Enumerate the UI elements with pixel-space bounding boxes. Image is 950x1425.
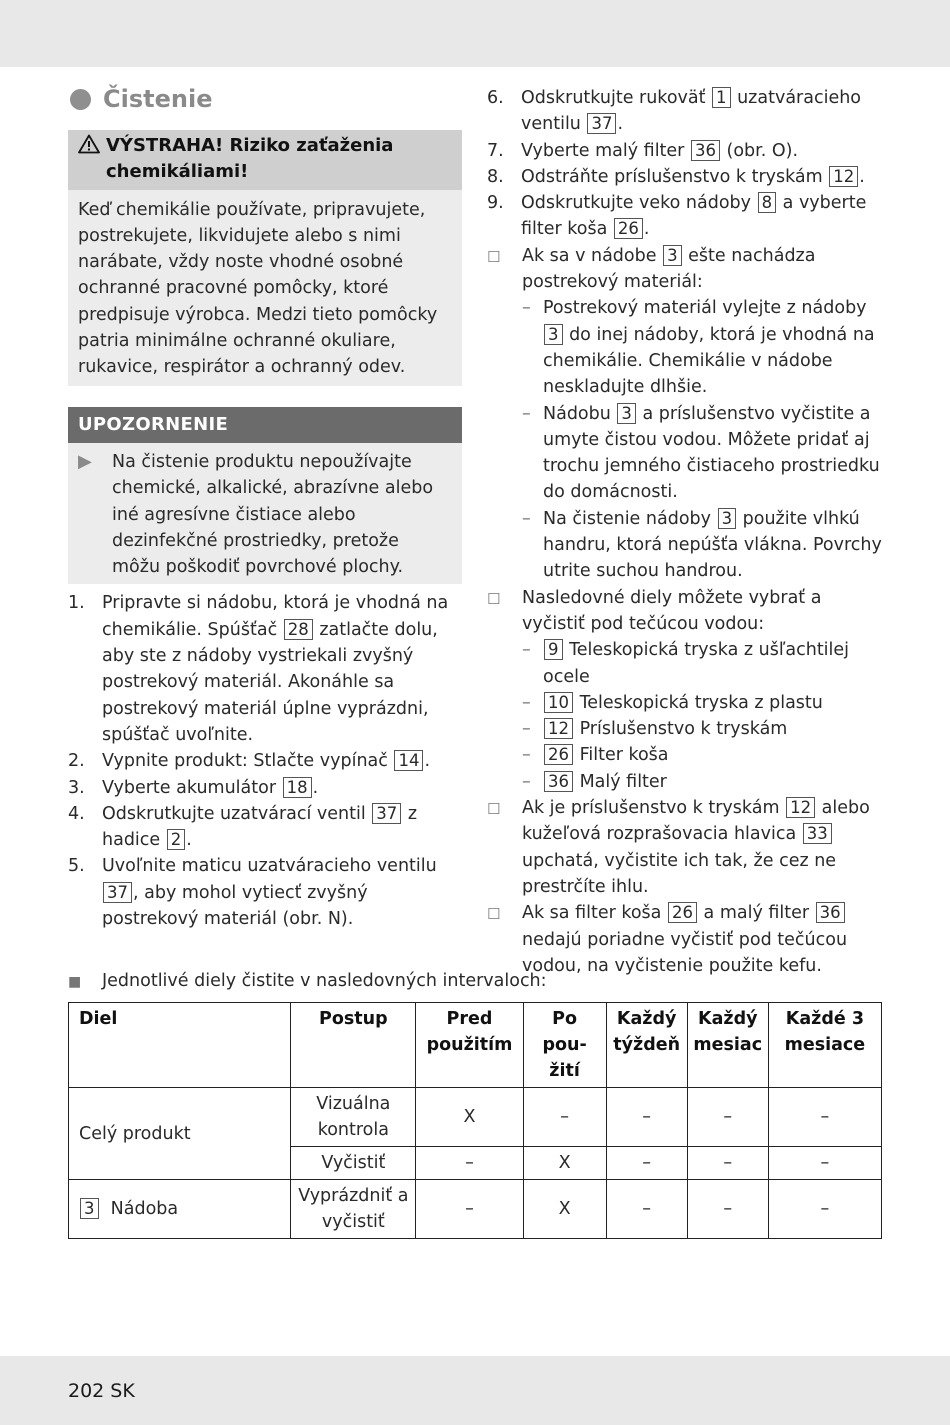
step-number: 1. bbox=[68, 593, 85, 614]
header-po-pouziti: Po pou- žití bbox=[523, 1003, 606, 1088]
part-number-box: 12 bbox=[786, 797, 815, 818]
table-header-row bbox=[69, 1003, 882, 1088]
part-number-box: 3 bbox=[80, 1198, 99, 1219]
table-cell: – bbox=[606, 1088, 687, 1147]
checklist-container-in-tank bbox=[487, 243, 887, 585]
dash-icon: – bbox=[522, 771, 531, 792]
checklist-item bbox=[487, 585, 887, 638]
section-title: Čistenie bbox=[103, 84, 213, 113]
table-cell: – bbox=[416, 1147, 523, 1180]
dash-icon: – bbox=[522, 745, 531, 766]
step-text: Vyberte akumulátor 18 . bbox=[102, 777, 319, 798]
table-cell: – bbox=[523, 1088, 606, 1147]
step-number: 2. bbox=[68, 751, 85, 772]
checklist-item bbox=[487, 243, 887, 296]
part-number-box: 3 bbox=[617, 403, 636, 424]
warning-text: Keď chemikálie používate, pripravujete, postrekujete, likvidujete alebo s nimi narábate, vždy noste vhodné osobné ochranné pracovné pomôcky, ktoré predpisuje výrobca. Medzi tieto pomôcky patria minimálne ochranné okuliare, rukavice, respirátor a ochranný odev. bbox=[68, 190, 462, 386]
list-item bbox=[68, 801, 462, 854]
steps-list-right bbox=[487, 85, 887, 243]
part-number-box: 8 bbox=[758, 192, 777, 213]
part-number-box: 10 bbox=[544, 692, 573, 713]
part-number-box: 37 bbox=[587, 113, 616, 134]
part-number-box: 36 bbox=[816, 902, 845, 923]
table-cell: – bbox=[606, 1147, 687, 1180]
checklist-text: Ak sa filter koša 26 a malý filter 36 nedajú poriadne vyčistiť pod tečúcou vodou, na vyčistenie použite kefu. bbox=[522, 903, 848, 976]
warning-triangle-icon bbox=[78, 133, 106, 186]
checklist-filter-brush bbox=[487, 900, 887, 979]
step-text: Odskrutkujte uzatvárací ventil 37 z hadice 2 . bbox=[102, 803, 418, 851]
cell-diel-cely-produkt: Celý produkt bbox=[69, 1088, 291, 1180]
step-text: Uvoľnite maticu uzatváracieho ventilu 37 , aby mohol vytiecť zvyšný postrekový materiál (obr. N). bbox=[102, 856, 437, 930]
step-number: 5. bbox=[68, 856, 85, 877]
part-number-box: 3 bbox=[663, 245, 682, 266]
table-cell: X bbox=[523, 1147, 606, 1180]
checkbox-square-icon: ☐ bbox=[487, 589, 501, 608]
cell-postup-vycistit: Vyčistiť bbox=[291, 1147, 416, 1180]
header-kazde-3-mesiace: Každé 3 mesiace bbox=[768, 1003, 881, 1088]
dash-item-text: 26 Filter koša bbox=[543, 742, 669, 768]
list-item bbox=[487, 190, 887, 243]
table-cell: – bbox=[687, 1088, 768, 1147]
table-cell: X bbox=[416, 1088, 523, 1147]
part-number-box: 1 bbox=[712, 87, 731, 108]
cell-diel-nadoba: 3 Nádoba bbox=[69, 1180, 291, 1239]
table-cell: – bbox=[768, 1147, 881, 1180]
list-item bbox=[68, 590, 462, 748]
left-column bbox=[68, 82, 462, 932]
part-number-box: 14 bbox=[394, 750, 423, 771]
part-number-box: 12 bbox=[829, 166, 858, 187]
dash-item-text: Nádobu 3 a príslušenstvo vyčistite a umyte čistou vodou. Môžete pridať aj trochu jemného čistiaceho prostriedku do domácnosti. bbox=[543, 403, 880, 503]
warning-header bbox=[68, 130, 462, 190]
step-text: Odstráňte príslušenstvo k tryskám 12 . bbox=[521, 166, 865, 187]
part-number-box: 3 bbox=[544, 324, 563, 345]
step-number: 3. bbox=[68, 777, 85, 798]
top-bar bbox=[0, 0, 950, 67]
part-number-box: 33 bbox=[803, 823, 832, 844]
part-number-box: 9 bbox=[544, 639, 563, 660]
arrow-right-icon: ▶ bbox=[78, 450, 92, 472]
table-row bbox=[69, 1088, 882, 1147]
table-cell: – bbox=[416, 1180, 523, 1239]
header-kazdy-tyzden: Každý týždeň bbox=[606, 1003, 687, 1088]
cleaning-intervals-table bbox=[68, 1002, 882, 1239]
note-body bbox=[68, 443, 462, 584]
checklist-nozzle-clog bbox=[487, 795, 887, 900]
dash-icon: – bbox=[522, 403, 531, 424]
step-text: Odskrutkujte rukoväť 1 uzatváracieho ventilu 37 . bbox=[521, 88, 862, 135]
warning-title: VÝSTRAHA! Riziko zaťaženia chemikáliami! bbox=[106, 135, 394, 183]
table-cell: – bbox=[606, 1180, 687, 1239]
note-text: Na čistenie produktu nepoužívajte chemické, alkalické, abrazívne alebo iné agresívne čistiace alebo dezinfekčné prostriedky, pretože môžu poškodiť povrchové plochy. bbox=[112, 451, 434, 578]
header-diel: Diel bbox=[69, 1003, 291, 1088]
table-cell: – bbox=[768, 1180, 881, 1239]
header-pred-pouzitim: Pred použitím bbox=[416, 1003, 523, 1088]
table-cell: X bbox=[523, 1180, 606, 1239]
square-bullet-icon: ■ bbox=[68, 974, 82, 990]
dash-list-item bbox=[487, 506, 887, 585]
list-item bbox=[487, 138, 887, 164]
dash-item-text: Na čistenie nádoby 3 použite vlhkú handru, ktorá nepúšťa vlákna. Povrchy utrite suchou handrou. bbox=[543, 508, 882, 582]
checklist-removable-parts bbox=[487, 585, 887, 795]
dash-item-text: 36 Malý filter bbox=[543, 769, 667, 795]
dash-list-item bbox=[487, 637, 887, 690]
dash-icon: – bbox=[522, 508, 531, 529]
checklist-text: Ak je príslušenstvo k tryskám 12 alebo kužeľová rozprašovacia hlavica 33 upchatá, vyčistite ich tak, že cez ne prestrčíte ihlu. bbox=[522, 798, 870, 897]
header-postup: Postup bbox=[291, 1003, 416, 1088]
step-text: Pripravte si nádobu, ktorá je vhodná na chemikálie. Spúšťač 28 zatlačte dolu, aby ste z nádoby vystriekali zvyšný postrekový materiál. Akonáhle sa postrekový materiál úplne vyprázdni, spúšťač uvoľnite. bbox=[102, 593, 449, 745]
part-number-box: 26 bbox=[668, 902, 697, 923]
step-number: 7. bbox=[487, 140, 504, 161]
dash-list-item bbox=[487, 769, 887, 795]
intervals-intro-text: Jednotlivé diely čistite v nasledovných intervaloch: bbox=[102, 971, 547, 991]
part-number-box: 28 bbox=[284, 619, 313, 640]
dash-item-text: 12 Príslušenstvo k tryskám bbox=[543, 716, 787, 742]
checkbox-square-icon: ☐ bbox=[487, 800, 501, 819]
dash-list-item bbox=[487, 690, 887, 716]
checkbox-square-icon: ☐ bbox=[487, 905, 501, 924]
intervals-intro bbox=[68, 968, 547, 995]
steps-list-left bbox=[68, 590, 462, 932]
part-number-box: 26 bbox=[544, 744, 573, 765]
list-item bbox=[68, 853, 462, 932]
list-item bbox=[68, 748, 462, 774]
step-text: Vyberte malý filter 36 (obr. O). bbox=[521, 140, 799, 161]
dash-icon: – bbox=[522, 298, 531, 319]
part-number-box: 36 bbox=[691, 140, 720, 161]
part-number-box: 2 bbox=[167, 829, 186, 850]
header-kazdy-mesiac: Každý mesiac bbox=[687, 1003, 768, 1088]
dash-icon: – bbox=[522, 719, 531, 740]
cell-postup-vyprazdnit: Vyprázdniť a vyčistiť bbox=[291, 1180, 416, 1239]
checklist-item bbox=[487, 795, 887, 900]
dash-item-text: 10 Teleskopická tryska z plastu bbox=[543, 690, 823, 716]
table-cell: – bbox=[687, 1180, 768, 1239]
checklist-text: Ak sa v nádobe 3 ešte nachádza postrekový materiál: bbox=[522, 245, 816, 293]
dash-list-item bbox=[487, 401, 887, 506]
section-heading bbox=[68, 82, 462, 116]
dash-icon: – bbox=[522, 640, 531, 661]
dash-list-item bbox=[487, 716, 887, 742]
part-number-box: 18 bbox=[283, 777, 312, 798]
dash-item-text: 9 Teleskopická tryska z ušľachtilej ocele bbox=[543, 640, 850, 687]
part-number-box: 37 bbox=[372, 803, 401, 824]
part-number-box: 36 bbox=[544, 771, 573, 792]
list-item bbox=[487, 85, 887, 138]
step-number: 8. bbox=[487, 166, 504, 187]
note-header: UPOZORNENIE bbox=[68, 407, 462, 443]
list-item bbox=[487, 164, 887, 190]
table-cell: – bbox=[687, 1147, 768, 1180]
page-number: 202 SK bbox=[68, 1380, 135, 1402]
step-number: 6. bbox=[487, 88, 504, 108]
checklist-item bbox=[487, 900, 887, 979]
step-number: 4. bbox=[68, 803, 85, 824]
list-item bbox=[68, 775, 462, 801]
right-column bbox=[487, 85, 887, 979]
part-number-box: 37 bbox=[103, 882, 132, 903]
checklist-text: Nasledovné diely môžete vybrať a vyčistiť pod tečúcou vodou: bbox=[522, 587, 822, 634]
footer-bar bbox=[0, 1356, 950, 1425]
part-number-box: 12 bbox=[544, 718, 573, 739]
bullet-dot-icon bbox=[70, 89, 91, 110]
dash-item-text: Postrekový materiál vylejte z nádoby 3 do inej nádoby, ktorá je vhodná na chemikálie. Chemikálie v nádobe neskladujte dlhšie. bbox=[543, 298, 875, 398]
step-number: 9. bbox=[487, 193, 504, 214]
part-number-box: 26 bbox=[614, 218, 643, 239]
table-cell: – bbox=[768, 1088, 881, 1147]
dash-list-item bbox=[487, 742, 887, 768]
cell-postup-vizualna-kontrola: Vizuálna kontrola bbox=[291, 1088, 416, 1147]
dash-list-item bbox=[487, 295, 887, 400]
step-text: Vypnite produkt: Stlačte vypínač 14 . bbox=[102, 751, 431, 772]
table-row bbox=[69, 1180, 882, 1239]
part-number-box: 3 bbox=[718, 508, 737, 529]
dash-icon: – bbox=[522, 692, 531, 713]
step-text: Odskrutkujte veko nádoby 8 a vyberte filter koša 26 . bbox=[521, 193, 867, 240]
checkbox-square-icon: ☐ bbox=[487, 247, 501, 266]
